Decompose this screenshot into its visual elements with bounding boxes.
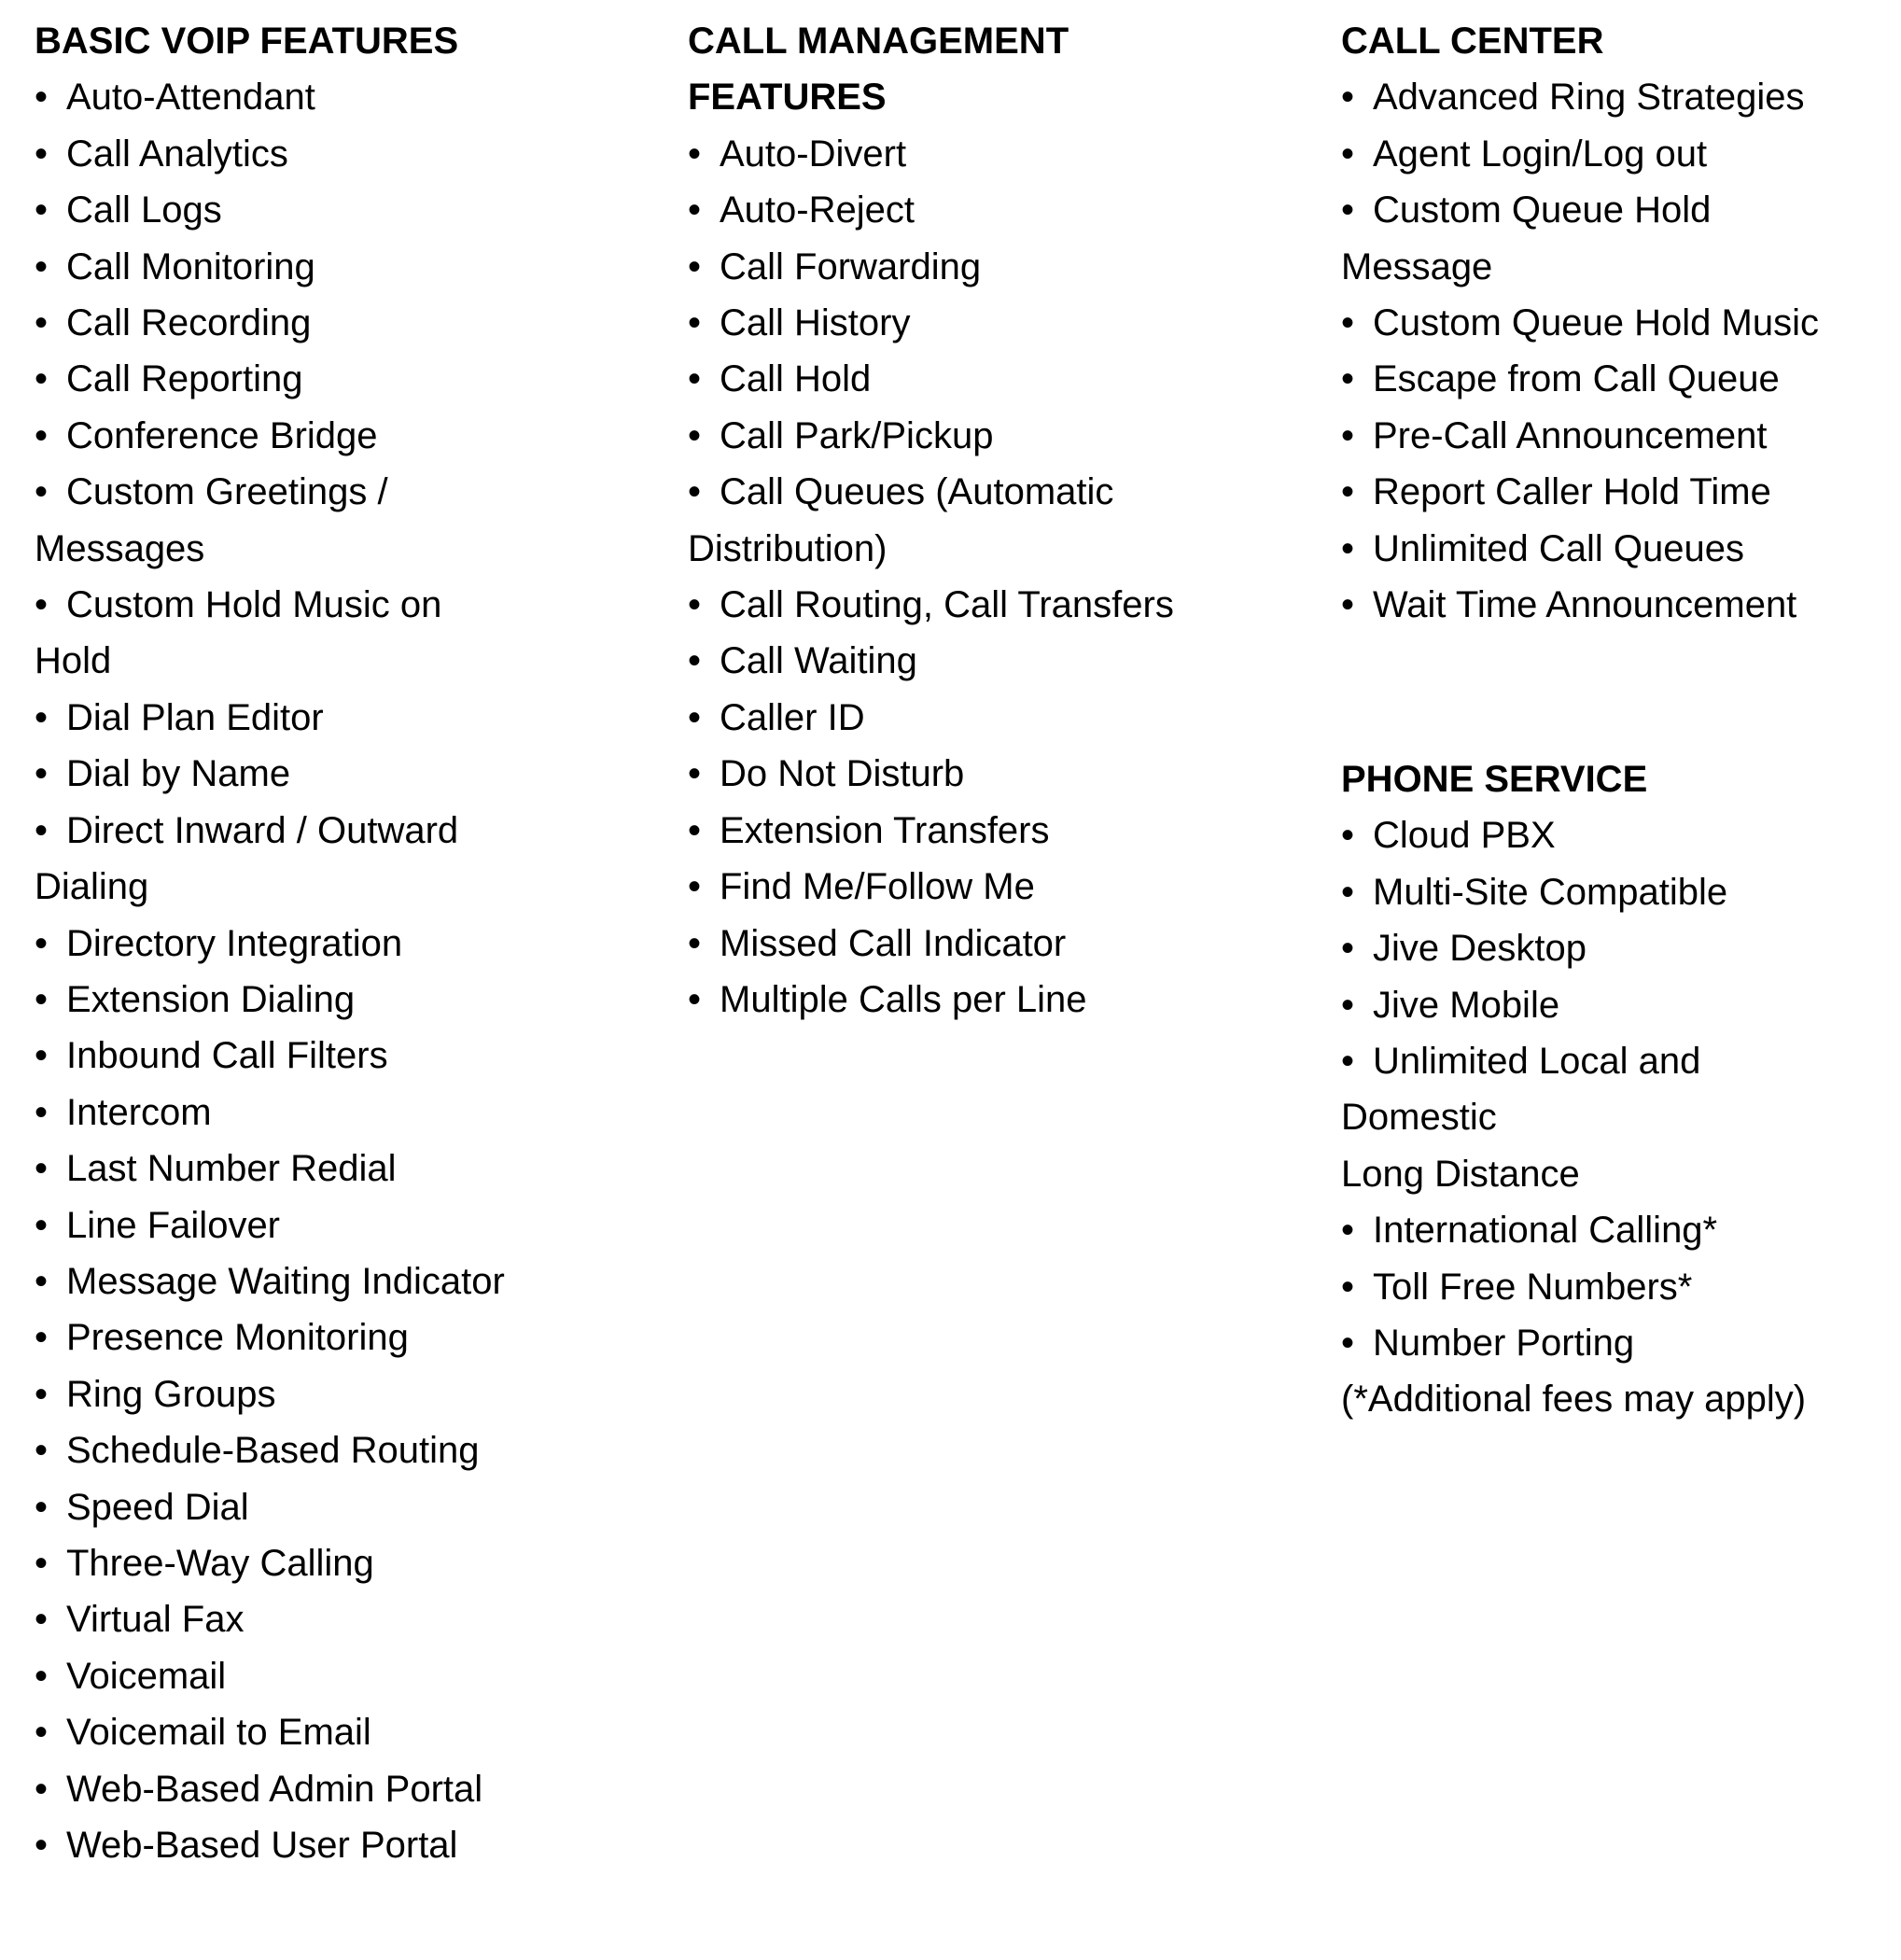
list-item: [688, 239, 1285, 295]
list-item-label: Wait Time Announcement: [1373, 584, 1797, 626]
bullet-icon: •: [35, 1712, 49, 1754]
list-item-label-continued: Hold: [35, 640, 112, 682]
list-item-label: Do Not Disturb: [720, 753, 965, 795]
bullet-icon: •: [1341, 815, 1355, 857]
list-item-label: Message Waiting Indicator: [66, 1260, 505, 1302]
list-item-label: Multi-Site Compatible: [1373, 871, 1728, 913]
bullet-icon: •: [1341, 584, 1355, 626]
list-item: [35, 577, 632, 690]
list-item-label: Advanced Ring Strategies: [1373, 77, 1805, 119]
list-item: [1341, 521, 1892, 577]
list-item-label: Directory Integration: [66, 922, 403, 964]
call-management-heading-line-1: CALL MANAGEMENT: [688, 21, 1069, 62]
bullet-icon: •: [1341, 189, 1355, 231]
list-item-label: Unlimited Local and: [1373, 1041, 1701, 1083]
list-item: [1341, 182, 1892, 295]
bullet-icon: •: [35, 189, 49, 231]
list-item: [688, 972, 1285, 1028]
list-item-label: Call Routing, Call Transfers: [720, 584, 1174, 626]
list-item-label: Intercom: [66, 1091, 212, 1133]
bullet-icon: •: [688, 753, 702, 795]
bullet-icon: •: [35, 584, 49, 626]
list-item: [35, 1535, 632, 1591]
bullet-icon: •: [688, 866, 702, 908]
bullet-icon: •: [688, 978, 702, 1020]
list-item: [35, 1591, 632, 1647]
bullet-icon: •: [1341, 1323, 1355, 1365]
bullet-icon: •: [35, 414, 49, 456]
list-item: [35, 1817, 632, 1873]
list-item-label: Call Park/Pickup: [720, 414, 994, 456]
list-item: [1341, 1033, 1892, 1202]
call-center-list: [1341, 69, 1892, 633]
bullet-icon: •: [35, 1768, 49, 1810]
list-item-label: Unlimited Call Queues: [1373, 527, 1744, 569]
list-item-label: International Calling*: [1373, 1210, 1718, 1252]
bullet-icon: •: [688, 133, 702, 175]
additional-fees-note: (*Additional fees may apply): [1341, 1379, 1807, 1421]
list-item: [35, 690, 632, 746]
list-item: [35, 1479, 632, 1535]
bullet-icon: •: [1341, 414, 1355, 456]
list-item-label: Find Me/Follow Me: [720, 866, 1035, 908]
list-item-label-continued: Messages: [35, 527, 205, 569]
bullet-icon: •: [688, 471, 702, 513]
list-item-label: Custom Queue Hold: [1373, 189, 1712, 231]
list-item-label: Missed Call Indicator: [720, 922, 1067, 964]
list-item: [688, 295, 1285, 351]
list-item: [1341, 1202, 1892, 1258]
list-item: [1341, 464, 1892, 520]
list-item: [35, 803, 632, 916]
bullet-icon: •: [35, 1542, 49, 1584]
bullet-icon: •: [35, 1655, 49, 1697]
bullet-icon: •: [1341, 471, 1355, 513]
list-item-label-continued: Message: [1341, 245, 1493, 287]
list-item: [35, 1704, 632, 1760]
bullet-icon: •: [35, 696, 49, 738]
list-item-label: Auto-Attendant: [66, 77, 315, 119]
bullet-icon: •: [688, 809, 702, 851]
list-item: [35, 1141, 632, 1197]
list-item-label-continued: Dialing: [35, 866, 149, 908]
list-item-label: Call Forwarding: [720, 245, 982, 287]
list-item-label: Voicemail to Email: [66, 1712, 371, 1754]
bullet-icon: •: [35, 471, 49, 513]
bullet-icon: •: [1341, 928, 1355, 970]
basic-voip-features-heading: BASIC VOIP FEATURES: [35, 21, 459, 62]
bullet-icon: •: [35, 1204, 49, 1246]
list-item: [35, 1253, 632, 1309]
list-item: [35, 1366, 632, 1422]
list-item-label: Virtual Fax: [66, 1599, 245, 1641]
list-item: [35, 464, 632, 577]
list-item-label: Number Porting: [1373, 1323, 1635, 1365]
list-item-label: Dial by Name: [66, 753, 291, 795]
list-item: [1341, 1259, 1892, 1315]
list-item: [35, 972, 632, 1028]
list-item-label: Toll Free Numbers*: [1373, 1266, 1693, 1308]
list-item-label: Multiple Calls per Line: [720, 978, 1087, 1020]
bullet-icon: •: [35, 1825, 49, 1866]
bullet-icon: •: [35, 77, 49, 119]
list-item-label: Call Waiting: [720, 640, 917, 682]
list-item-label: Caller ID: [720, 696, 865, 738]
list-item: [35, 1761, 632, 1817]
list-item-label: Report Caller Hold Time: [1373, 471, 1771, 513]
bullet-icon: •: [688, 584, 702, 626]
list-item: [35, 69, 632, 125]
bullet-icon: •: [1341, 871, 1355, 913]
bullet-icon: •: [1341, 1210, 1355, 1252]
list-item-label: Pre-Call Announcement: [1373, 414, 1768, 456]
list-item-label: Auto-Divert: [720, 133, 907, 175]
list-item-label: Call Logs: [66, 189, 222, 231]
bullet-icon: •: [688, 302, 702, 344]
bullet-icon: •: [1341, 984, 1355, 1026]
bullet-icon: •: [35, 1148, 49, 1190]
bullet-icon: •: [35, 1486, 49, 1528]
list-item: [35, 1648, 632, 1704]
list-item: [35, 1028, 632, 1084]
phone-service-heading: PHONE SERVICE: [1341, 759, 1648, 800]
list-item-label-continued: Domestic: [1341, 1097, 1497, 1139]
list-item: [35, 351, 632, 407]
list-item-label: Web-Based Admin Portal: [66, 1768, 483, 1810]
bullet-icon: •: [688, 358, 702, 400]
list-item-label: Dial Plan Editor: [66, 696, 324, 738]
list-item-label-continued: Long Distance: [1341, 1153, 1580, 1195]
list-item: [1341, 351, 1892, 407]
bullet-icon: •: [35, 1317, 49, 1359]
bullet-icon: •: [35, 809, 49, 851]
bullet-icon: •: [1341, 1266, 1355, 1308]
bullet-icon: •: [35, 1373, 49, 1415]
list-item: [688, 803, 1285, 859]
list-item: [1341, 577, 1892, 633]
list-item: [688, 408, 1285, 464]
bullet-icon: •: [35, 978, 49, 1020]
list-item: [1341, 920, 1892, 976]
list-item: [688, 577, 1285, 633]
bullet-icon: •: [688, 245, 702, 287]
list-item-label: Extension Transfers: [720, 809, 1050, 851]
list-item-label: Call Hold: [720, 358, 872, 400]
list-item-label: Web-Based User Portal: [66, 1825, 458, 1866]
list-item-label: Line Failover: [66, 1204, 281, 1246]
list-item: [1341, 1315, 1892, 1371]
bullet-icon: •: [35, 1430, 49, 1472]
bullet-icon: •: [35, 302, 49, 344]
list-item-label: Three-Way Calling: [66, 1542, 374, 1584]
list-item: [688, 182, 1285, 238]
list-item: [688, 351, 1285, 407]
list-item-label: Presence Monitoring: [66, 1317, 409, 1359]
bullet-icon: •: [35, 753, 49, 795]
list-item-label: Call Analytics: [66, 133, 288, 175]
list-item-label: Call Queues (Automatic: [720, 471, 1114, 513]
list-item-label: Custom Hold Music on: [66, 584, 442, 626]
bullet-icon: •: [688, 922, 702, 964]
list-item-label: Jive Mobile: [1373, 984, 1560, 1026]
list-item: [35, 1309, 632, 1365]
list-item: [688, 126, 1285, 182]
bullet-icon: •: [35, 358, 49, 400]
list-item: [35, 1085, 632, 1141]
list-item: [1341, 408, 1892, 464]
list-item-label: Call Recording: [66, 302, 312, 344]
list-item: [1341, 126, 1892, 182]
bullet-icon: •: [1341, 527, 1355, 569]
list-item: [688, 464, 1285, 577]
list-item-label: Jive Desktop: [1373, 928, 1586, 970]
bullet-icon: •: [1341, 133, 1355, 175]
bullet-icon: •: [688, 189, 702, 231]
bullet-icon: •: [35, 1091, 49, 1133]
list-item: [35, 408, 632, 464]
list-item-label: Last Number Redial: [66, 1148, 397, 1190]
bullet-icon: •: [35, 1260, 49, 1302]
basic-voip-features-column: [35, 13, 632, 1873]
list-item: [35, 1197, 632, 1253]
list-item: [35, 182, 632, 238]
basic-voip-features-list: [35, 69, 632, 1873]
list-item-label: Speed Dial: [66, 1486, 249, 1528]
list-item-label: Agent Login/Log out: [1373, 133, 1708, 175]
bullet-icon: •: [35, 922, 49, 964]
list-item-label: Extension Dialing: [66, 978, 356, 1020]
list-item: [35, 239, 632, 295]
list-item-label: Schedule-Based Routing: [66, 1430, 480, 1472]
call-management-features-list: [688, 126, 1285, 1029]
list-item: [1341, 807, 1892, 863]
list-item-label: Voicemail: [66, 1655, 227, 1697]
list-item-label: Call Reporting: [66, 358, 303, 400]
list-item: [1341, 864, 1892, 920]
list-item-label-continued: Distribution): [688, 527, 888, 569]
list-item-label: Call Monitoring: [66, 245, 315, 287]
bullet-icon: •: [35, 1035, 49, 1077]
bullet-icon: •: [1341, 77, 1355, 119]
list-item-label: Auto-Reject: [720, 189, 915, 231]
bullet-icon: •: [1341, 358, 1355, 400]
list-item: [688, 746, 1285, 802]
list-item-label: Cloud PBX: [1373, 815, 1556, 857]
list-item: [35, 746, 632, 802]
bullet-icon: •: [688, 640, 702, 682]
list-item: [1341, 295, 1892, 351]
phone-service-column: [1341, 751, 1892, 1428]
call-center-column: [1341, 13, 1892, 633]
call-management-heading-line-2: FEATURES: [688, 77, 887, 119]
list-item: [35, 916, 632, 972]
list-item: [35, 295, 632, 351]
bullet-icon: •: [1341, 1041, 1355, 1083]
bullet-icon: •: [35, 245, 49, 287]
list-item: [688, 859, 1285, 915]
list-item-label: Inbound Call Filters: [66, 1035, 388, 1077]
list-item-label: Conference Bridge: [66, 414, 378, 456]
list-item-label: Escape from Call Queue: [1373, 358, 1780, 400]
list-item: [1341, 977, 1892, 1033]
list-item: [688, 916, 1285, 972]
list-item-label: Ring Groups: [66, 1373, 276, 1415]
call-center-heading: CALL CENTER: [1341, 21, 1604, 62]
list-item-label: Custom Queue Hold Music: [1373, 302, 1819, 344]
bullet-icon: •: [35, 133, 49, 175]
phone-service-list: [1341, 807, 1892, 1371]
bullet-icon: •: [688, 414, 702, 456]
list-item: [688, 690, 1285, 746]
list-item-label: Call History: [720, 302, 911, 344]
bullet-icon: •: [688, 696, 702, 738]
list-item: [35, 126, 632, 182]
bullet-icon: •: [1341, 302, 1355, 344]
list-item-label: Direct Inward / Outward: [66, 809, 459, 851]
list-item-label: Custom Greetings /: [66, 471, 388, 513]
list-item: [35, 1422, 632, 1478]
bullet-icon: •: [35, 1599, 49, 1641]
list-item: [688, 633, 1285, 689]
call-management-features-column: [688, 13, 1285, 1028]
list-item: [1341, 69, 1892, 125]
